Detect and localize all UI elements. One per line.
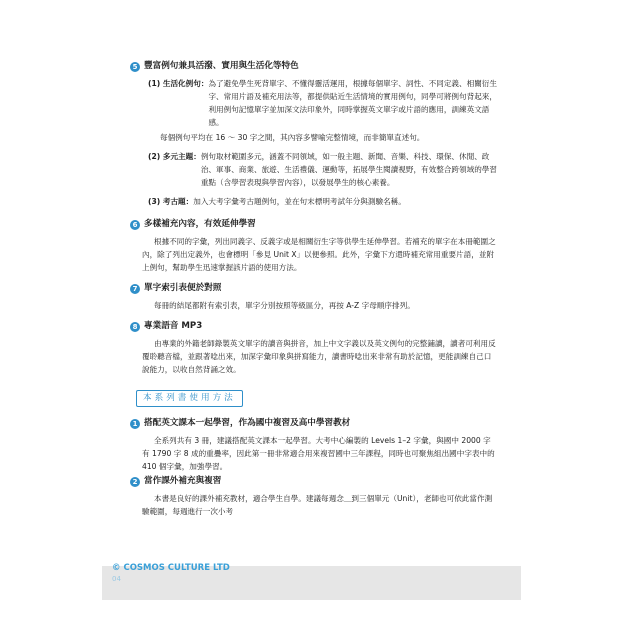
- copyright-notice: © COSMOS CULTURE LTD: [112, 563, 230, 573]
- section-6-heading: [130, 218, 498, 231]
- section-number-badge: 6: [130, 220, 140, 230]
- usage-2-heading: [130, 475, 498, 488]
- sub-item-label: (3) 考古題：: [148, 197, 194, 206]
- usage-heading-title: 搭配英文課本一起學習，作為國中複習及高中學習教材: [144, 418, 351, 428]
- sub-item-label: (1) 生活化例句：: [148, 79, 209, 88]
- usage-paragraph: 全系列共有 3 冊，建議搭配英文課本一起學習。大考中心編製的 Levels 1–2 字彙，與國中 2000 字有 1790 字 8 成的重疊率，因此第一冊非常適合用來複習國中三年課程，同時也可聚焦組出國中字表中的 410 個字彙，加強學習。: [142, 436, 495, 471]
- section-paragraph: 根據不同的字彙，列出同義字、反義字或是相關衍生字等供學生延伸學習。若補充的單字在本冊範圍之內，除了列出定義外，也會標明「參見 Unit X」以便參照。此外，字彙下方還時補充常用重要片語，並附上例句，幫助學生迅速掌握該片語的使用方法。: [142, 237, 496, 272]
- page-number: 04: [112, 575, 121, 583]
- section-8-heading: [130, 320, 498, 333]
- page-content: [130, 60, 498, 518]
- usage-number-badge: 2: [130, 477, 140, 487]
- section-title: 單字索引表便於對照: [144, 283, 222, 293]
- section-title: 多樣補充內容，有效延伸學習: [144, 219, 256, 229]
- sub-item-text: 加入大考字彙考古題例句，並在句末標明考試年分與測驗名稱。: [193, 197, 406, 206]
- section-number-badge: 5: [130, 62, 140, 72]
- section-7-heading: [130, 282, 498, 295]
- usage-paragraph: 本書是良好的課外補充教材，適合學生自學。建議每週念＿到三個單元（Unit），老師也可依此當作測驗範圍，每週進行一次小考: [142, 494, 493, 516]
- section-title: 豐富例句兼具活潑、實用與生活化等特色: [144, 61, 299, 71]
- section-title: 專業語音 MP3: [144, 321, 203, 331]
- sub-item-note: 每個例句平均在 16 ～ 30 字之間，其內容多譬喻完整情境，而非簡單直述句。: [160, 133, 425, 142]
- section-paragraph: 每冊的結尾都附有索引表，單字分別按照等級區分，再按 A-Z 字母順序排列。: [154, 301, 415, 310]
- section-number-badge: 8: [130, 322, 140, 332]
- section-5-heading: [130, 60, 498, 73]
- sub-item: [148, 77, 498, 129]
- sub-item: [148, 150, 498, 189]
- sub-item: [148, 195, 498, 208]
- sub-item-text: 例句取材範圍多元，涵蓋不同領域，如一般主題、新聞、音樂、科技、環保、休閒、政治、軍事、商業、旅遊、生活禮儀、運動等，拓展學生閱讀視野，有效整合跨領域的學習重點（含學習表現與學習內容），以發展學生的核心素養。: [200, 152, 497, 187]
- section-paragraph: 由專業的外籍老師錄製英文單字的讀音與拼音，加上中文字義以及英文例句的完整鋪讀，讀者可利用反覆聆聽音檔，並跟著唸出來，加深字彙印象與拼寫能力，讀書時唸出來非常有助於記憶，更能訓練自己口說能力，以收自然背誦之效。: [142, 339, 496, 374]
- usage-number-badge: 1: [130, 419, 140, 429]
- usage-title: 本系列書使用方法: [136, 390, 243, 407]
- section-number-badge: 7: [130, 284, 140, 294]
- sub-item-label: (2) 多元主題：: [148, 152, 201, 161]
- usage-heading-title: 當作課外補充與複習: [144, 476, 222, 486]
- usage-1-heading: [130, 417, 498, 430]
- sub-item-text: 為了避免學生死背單字、不懂得靈活運用，根據每個單字、詞性、不同定義、相關衍生字、常用片語及補充用法等，都提供貼近生活情境的實用例句，同學可將例句背起來，利用例句記憶單字並加深文法印象外，同時掌握英文單字或片語的應用，訓練英文語感。: [208, 79, 497, 127]
